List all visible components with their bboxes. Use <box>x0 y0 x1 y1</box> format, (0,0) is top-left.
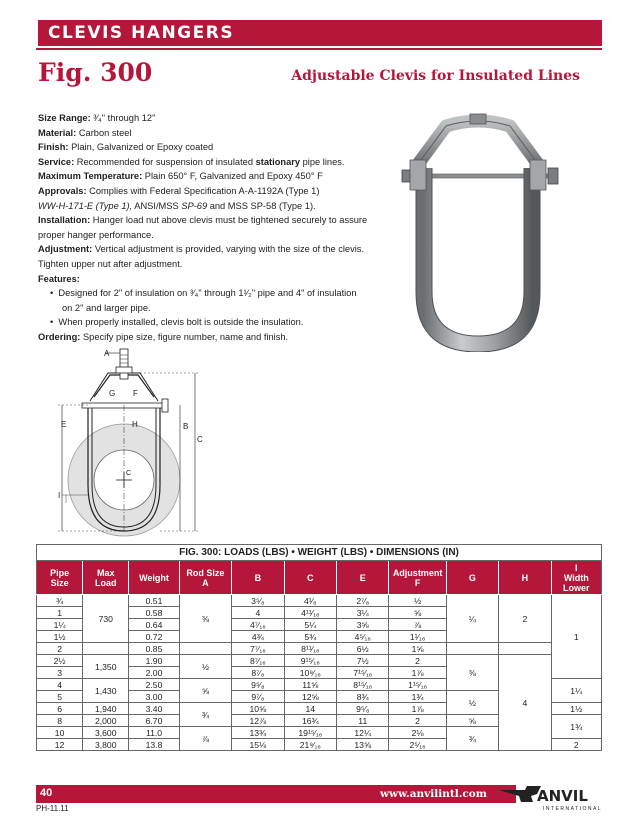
spec-finish: Finish: Plain, Galvanized or Epoxy coated <box>38 142 214 153</box>
table-row: 2½ 1,350 1.90 ½ 8⁷⁄₁₆ 9¹⁵⁄₁₆ 7½ 2 ⅜ 4 <box>37 655 602 667</box>
col-g: G <box>446 561 498 595</box>
label-f: F <box>133 389 138 398</box>
logo-wordmark: ANVIL <box>537 787 588 805</box>
figure-title: Fig. 300 <box>38 58 153 87</box>
spec-max-temperature: Maximum Temperature: Plain 650° F, Galvanized and Epoxy 450° F <box>38 171 323 182</box>
dimension-drawing <box>52 345 222 540</box>
spec-size-range: Size Range: ³⁄₄" through 12" <box>38 113 156 123</box>
label-i: I <box>58 491 61 500</box>
label-c: C <box>197 435 203 444</box>
figure-subtitle: Adjustable Clevis for Insulated Lines <box>291 68 580 84</box>
spec-installation: Installation: Hanger load nut above clevis must be tightened securely to assure proper hanger performance. <box>38 215 368 240</box>
table-row: 10 3,600 11.0 ⅞ 13¾ 19¹⁵⁄₁₆ 12¼ 2⅛ ¾ <box>37 727 602 739</box>
label-b: B <box>183 422 189 431</box>
table-row: 6 1,940 3.40 ¾ 10⅝ 14 9⁵⁄₈ 1⅞ 1½ <box>37 703 602 715</box>
table-row: 12 3,800 13.8 15⅛ 21⁹⁄₁₆ 13⅝ 2⁵⁄₁₆ 2 <box>37 739 602 751</box>
table-row: 1 0.58 4 4¹¹⁄₁₆ 3¼ ⅝ <box>37 607 602 619</box>
col-weight: Weight <box>129 561 179 595</box>
label-e: E <box>61 420 67 429</box>
banner-rule <box>36 48 602 50</box>
spec-list <box>38 111 368 345</box>
col-b: B <box>232 561 284 595</box>
page-number: 40 <box>40 787 53 799</box>
table-header-row <box>37 561 602 595</box>
anvil-logo <box>497 780 607 814</box>
table-row: 5 3.00 9⁷⁄₈ 12⅝ 8¾ 1¾ ½ <box>37 691 602 703</box>
table-row: 2 0.85 7⁷⁄₁₆ 8¹¹⁄₁₆ 6½ 1⅝ <box>37 643 602 655</box>
website-link[interactable]: www.anvilintl.com <box>380 788 487 800</box>
table-row: 4 1,430 2.50 ⅝ 9⁵⁄₈ 11⅝ 8¹⁵⁄₁₆ 1¹⁵⁄₁₆ 1¼ <box>37 679 602 691</box>
label-g: G <box>109 389 116 398</box>
col-max-load: Max Load <box>83 561 129 595</box>
spec-features: Features: <box>38 273 80 284</box>
table-row: 8 2,000 6.70 12⅞ 16¾ 11 2 ⅝ 1¾ <box>37 715 602 727</box>
label-h: H <box>132 420 138 429</box>
clevis-hanger-photo <box>388 112 568 352</box>
col-pipe-size: Pipe Size <box>37 561 83 595</box>
spec-approvals: Approvals: Complies with Federal Specification A-A-1192A (Type 1) WW-H-171-E (Type 1), ANSI/MSS SP-69 and MSS SP-58 (Type 1). <box>38 185 320 211</box>
label-a: A <box>104 349 110 358</box>
col-h: H <box>499 561 551 595</box>
banner-right-cap <box>600 20 602 46</box>
table-row: 3 2.00 8⁷⁄₈ 10⁹⁄₁₆ 7¹⁵⁄₁₆ 1⅞ <box>37 667 602 679</box>
feature-item: • Designed for 2" of insulation on ³⁄₄" through 1¹⁄₂" pipe and 4" of insulation on 2" and larger pipe. <box>50 288 357 313</box>
banner-left-cap <box>36 20 38 46</box>
label-centerline: C <box>126 470 132 477</box>
col-i-width: I Width Lower <box>551 561 601 595</box>
table-row: 1½ 0.72 4¾ 5¾ 4⁵⁄₁₆ 1¹⁄₁₆ <box>37 631 602 643</box>
col-rod-size: Rod Size A <box>179 561 231 595</box>
loads-table <box>36 544 602 751</box>
section-title: CLEVIS HANGERS <box>48 23 235 43</box>
col-adjustment: Adjustment F <box>389 561 446 595</box>
spec-service: Service: Recommended for suspension of insulated stationary pipe lines. <box>38 156 345 167</box>
col-c: C <box>284 561 336 595</box>
spec-material: Material: Carbon steel <box>38 127 132 138</box>
col-e: E <box>337 561 389 595</box>
spec-ordering: Ordering: Specify pipe size, figure number, name and finish. <box>38 331 289 342</box>
table-title: FIG. 300: LOADS (LBS) • WEIGHT (LBS) • DIMENSIONS (IN) <box>37 545 602 561</box>
document-code: PH-11.11 <box>36 804 69 813</box>
loads-table-wrapper <box>36 544 602 751</box>
logo-subtext: INTERNATIONAL <box>543 806 603 812</box>
table-row: ¾ 730 0.51 ⅜ 3⁵⁄₈ 4¹⁄₈ 2⁷⁄₈ ½ ¼ 2 1 <box>37 595 602 607</box>
table-row: 1¼ 0.64 4⁷⁄₁₆ 5¼ 3⅝ ⅞ <box>37 619 602 631</box>
spec-adjustment: Adjustment: Vertical adjustment is provided, varying with the size of the clevis. Tighten upper nut after adjustment. <box>38 244 365 269</box>
anvil-icon <box>499 786 541 802</box>
feature-item: • When properly installed, clevis bolt is outside the insulation. <box>50 317 304 328</box>
